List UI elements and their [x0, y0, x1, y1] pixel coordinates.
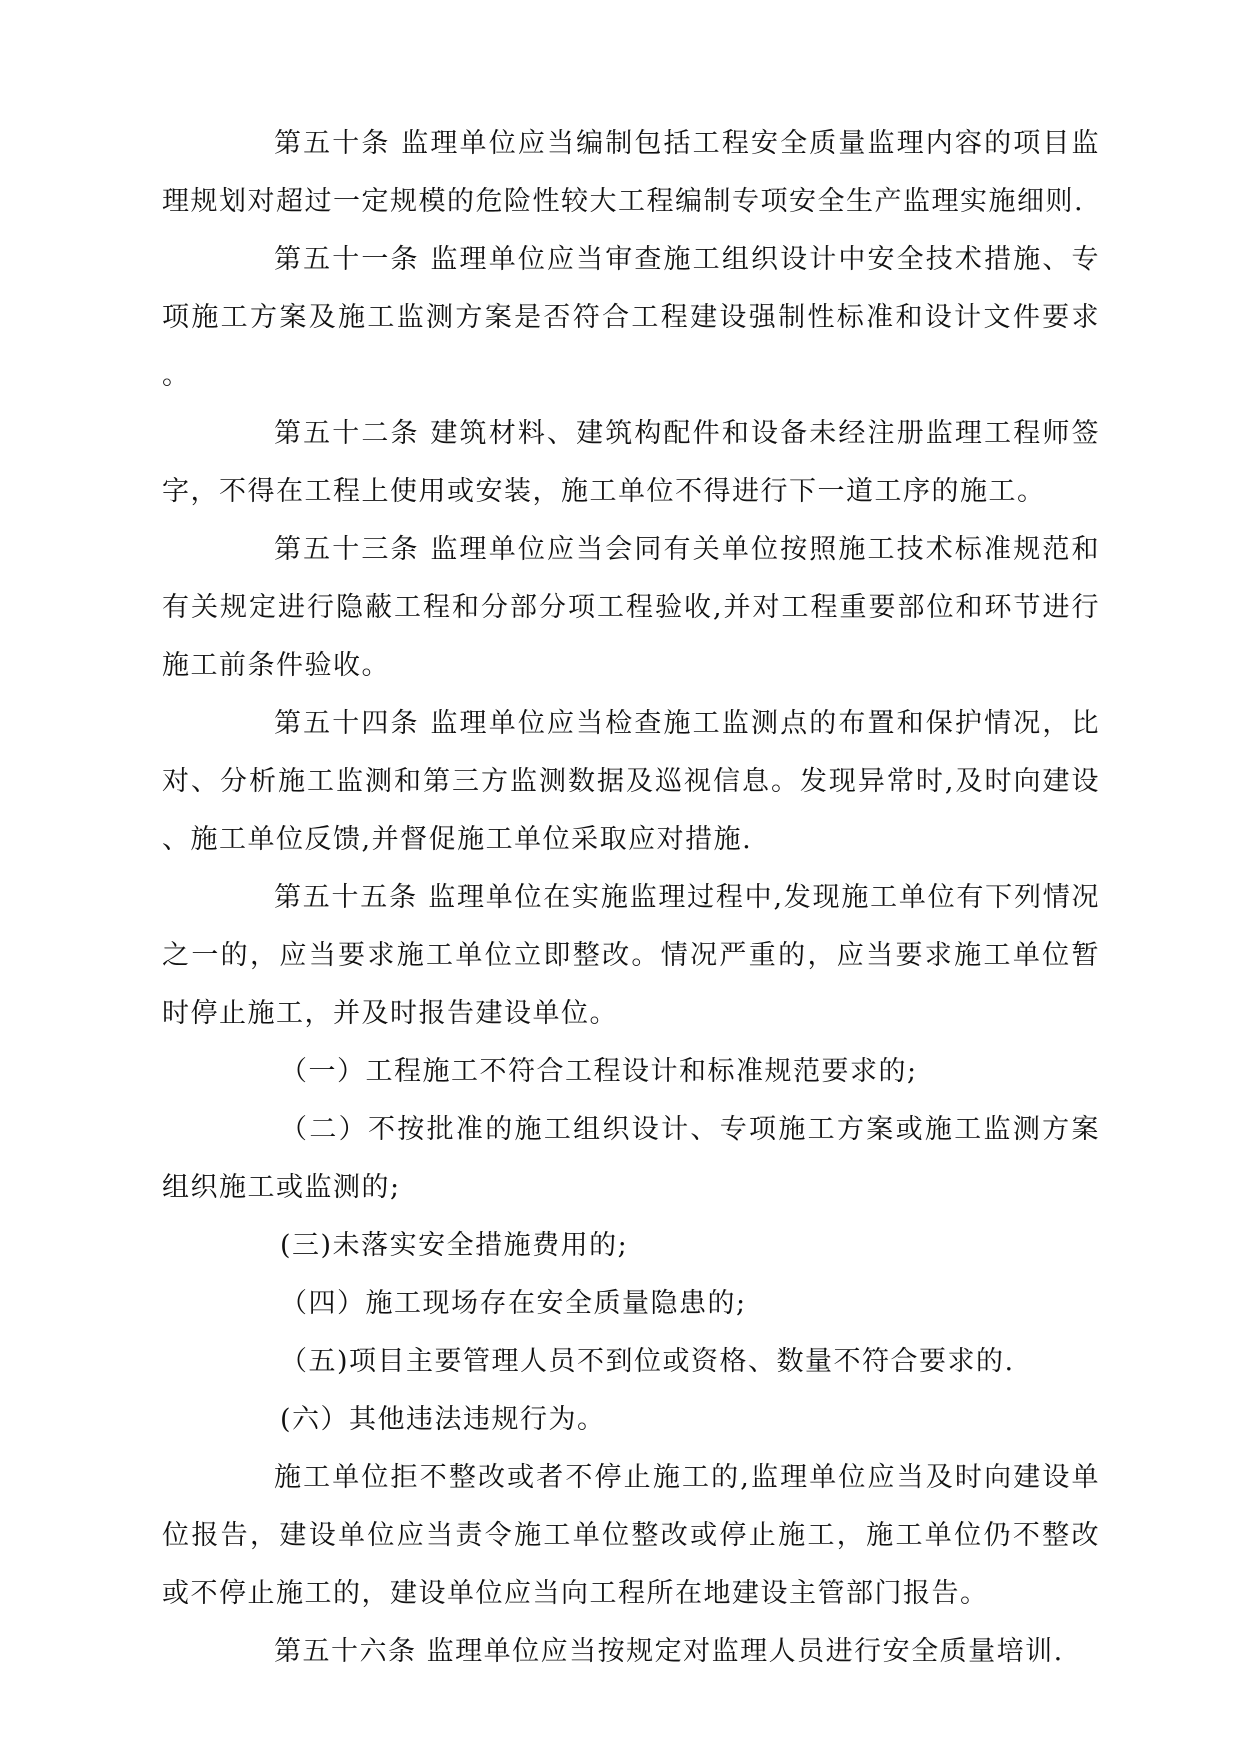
- article-51: 第五十一条 监理单位应当审查施工组织设计中安全技术措施、专项施工方案及施工监测方案是否符合工程建设强制性标准和设计文件要求。: [162, 244, 1100, 391]
- article-53: 第五十三条 监理单位应当会同有关单位按照施工技术标准规范和有关规定进行隐蔽工程和分部分项工程验收,并对工程重要部位和环节进行施工前条件验收。: [162, 534, 1100, 681]
- list-item-1: （一）工程施工不符合工程设计和标准规范要求的;: [280, 1056, 918, 1087]
- article-50: 第五十条 监理单位应当编制包括工程安全质量监理内容的项目监理规划对超过一定规模的危险性较大工程编制专项安全生产监理实施细则.: [162, 128, 1100, 217]
- article-55: 第五十五条 监理单位在实施监理过程中,发现施工单位有下列情况之一的，应当要求施工单位立即整改。情况严重的，应当要求施工单位暂时停止施工，并及时报告建设单位。: [162, 882, 1100, 1029]
- article-56: 第五十六条 监理单位应当按规定对监理人员进行安全质量培训.: [274, 1636, 1064, 1667]
- article-52: 第五十二条 建筑材料、建筑构配件和设备未经注册监理工程师签字，不得在工程上使用或安装，施工单位不得进行下一道工序的施工。: [162, 418, 1100, 507]
- list-item-4: （四）施工现场存在安全质量隐患的;: [280, 1288, 747, 1319]
- list-item-5: （五)项目主要管理人员不到位或资格、数量不符合要求的.: [280, 1346, 1015, 1377]
- list-item-3: (三)未落实安全措施费用的;: [280, 1230, 629, 1261]
- list-item-6: (六）其他违法违规行为。: [280, 1404, 606, 1435]
- article-54: 第五十四条 监理单位应当检查施工监测点的布置和保护情况，比对、分析施工监测和第三方监测数据及巡视信息。发现异常时,及时向建设、施工单位反馈,并督促施工单位采取应对措施.: [162, 708, 1100, 855]
- closing-paragraph: 施工单位拒不整改或者不停止施工的,监理单位应当及时向建设单位报告，建设单位应当责令施工单位整改或停止施工，施工单位仍不整改或不停止施工的，建设单位应当向工程所在地建设主管部门报告。: [162, 1462, 1100, 1609]
- document-body: [162, 115, 1100, 1681]
- list-item-2: （二）不按批准的施工组织设计、专项施工方案或施工监测方案组织施工或监测的;: [162, 1114, 1100, 1203]
